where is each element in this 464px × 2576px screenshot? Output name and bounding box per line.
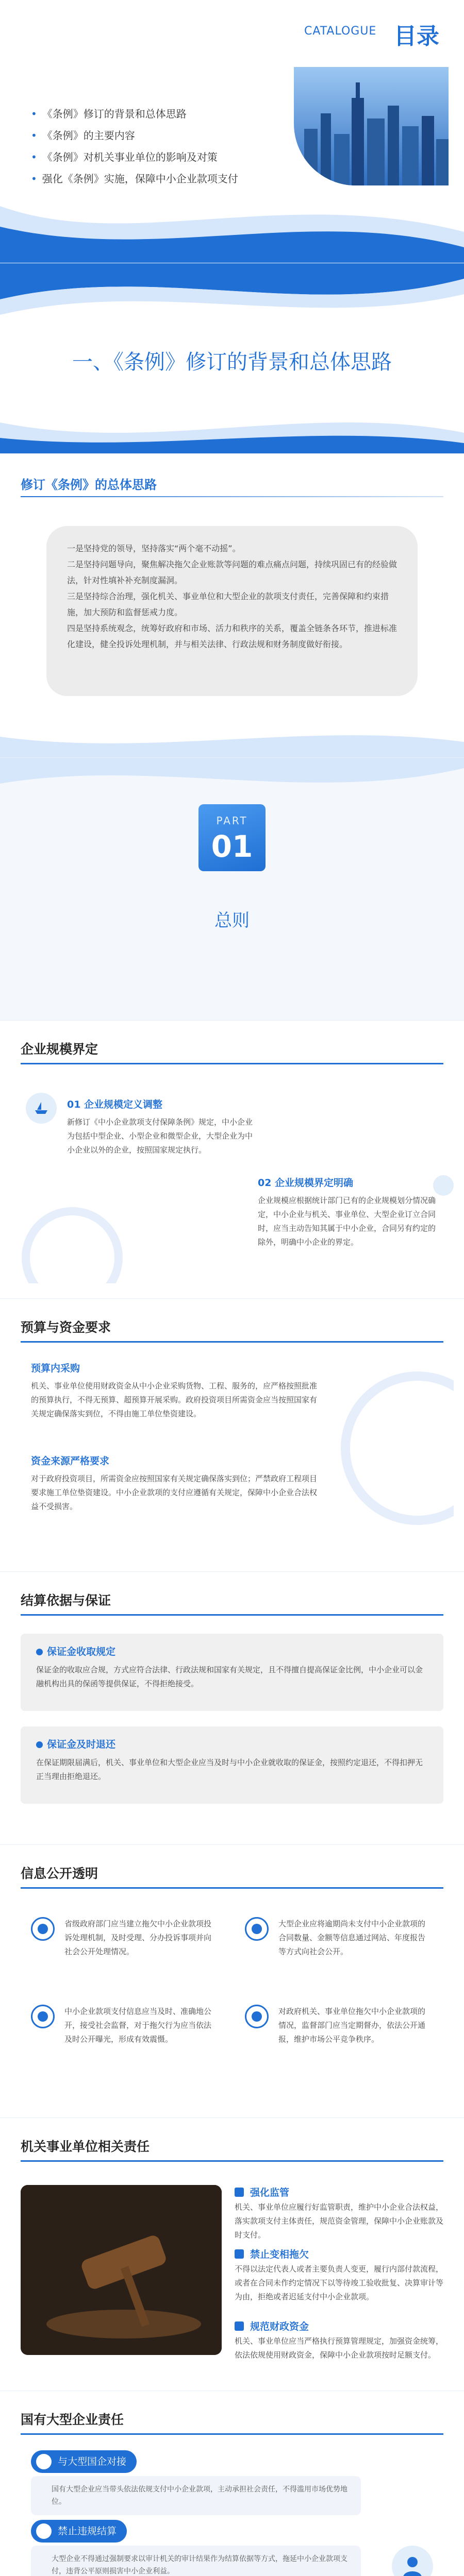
heading-rule — [21, 1063, 443, 1064]
section-title: 一、《条例》修订的背景和总体思路 — [72, 350, 392, 374]
publicity-slide — [0, 1844, 464, 2117]
slide-heading: 结算依据与保证 — [21, 1593, 111, 1608]
item-title: 预算内采购 — [31, 1363, 80, 1374]
item-text: 机关、事业单位使用财政资金从中小企业采购货物、工程、服务的，应严格按照批准的预算执行，不得无预算、超预算开展采购。政府投资项目所需资金应当按照国家有关规定确保落实到位，不得由施工单位垫资建设。 — [31, 1381, 318, 1418]
gavel-photo — [21, 2185, 222, 2355]
soe-slide — [0, 2391, 464, 2576]
catalogue-slide — [0, 0, 464, 263]
settlement-slide — [0, 1571, 464, 1844]
info-text: 大型企业应将逾期尚未支付中小企业款项的合同数量、金额等信息通过网站、年度报告等方式向社会公开。 — [278, 1919, 426, 1956]
item-text: 在保证期限届满后，机关、事业单位和大型企业应当及时与中小企业就收取的保证金，按照约定退还，不得扣押无正当理由拒绝退还。 — [36, 1758, 423, 1781]
item-text: 机关、事业单位应履行好监管职责，维护中小企业合法权益，落实款项支付主体责任，规范资金管理，保障中小企业账款及时支付。 — [235, 2202, 444, 2240]
info-text: 省级政府部门应当建立拖欠中小企业款项投诉处理机制，及时受理、分办投诉事项并向社会公开处理情况。 — [64, 1919, 212, 1956]
approach-line: 二是坚持问题导向，聚焦解决拖欠企业账款等问题的难点痛点问题，持续巩固已有的经验做法，针对性填补补充制度漏洞。 — [67, 560, 397, 585]
circle-decoration — [330, 1361, 454, 1536]
heading-rule — [21, 2160, 443, 2162]
part-number-card — [198, 804, 266, 871]
check-icon — [235, 2321, 244, 2331]
item-text: 新修订《中小企业款项支付保障条例》规定，中小企业为包括中型企业、小型企业和微型企业，大型企业为中小企业以外的企业，按照国家规定执行。 — [67, 1117, 253, 1155]
pin-icon — [36, 1741, 43, 1748]
settlement-card — [21, 1726, 443, 1804]
item-title: 禁止变相拖欠 — [250, 2249, 309, 2260]
item-title: 强化监管 — [250, 2187, 290, 2198]
budget-slide — [0, 1298, 464, 1571]
bullet-dot-icon — [245, 1917, 269, 1941]
approach-text-box — [46, 526, 418, 696]
catalogue-item[interactable]: • 强化《条例》实施，保障中小企业款项支付 — [31, 168, 238, 190]
part-label: PART — [216, 815, 248, 827]
blue-wave-decoration — [0, 758, 464, 804]
approach-line: 一是坚持党的领导，坚持落实“两个毫不动摇”。 — [67, 544, 241, 553]
blue-wave-decoration — [0, 721, 464, 757]
slide-heading: 修订《条例》的总体思路 — [21, 478, 157, 492]
part-slide — [0, 757, 464, 1020]
heading-rule — [21, 2433, 443, 2435]
ship-icon — [26, 1093, 57, 1124]
section-banner — [0, 263, 464, 453]
catalogue-title: 目录 — [394, 23, 439, 49]
item-text: 企业规模应根据统计部门已有的企业规模划分情况确定，中小企业与机关、事业单位、大型企业订立合同时，应当主动告知其属于中小企业，合同另有约定的除外，明确中小企业的界定。 — [258, 1196, 436, 1247]
heading-rule — [21, 1341, 443, 1343]
item-title-text: 保证金收取规定 — [47, 1646, 116, 1657]
blue-wave-decoration — [0, 402, 464, 453]
item-title: 资金来源严格要求 — [31, 1455, 110, 1467]
handshake-icon — [36, 2454, 52, 2469]
pin-icon — [36, 1649, 43, 1655]
catalogue-item[interactable]: • 《条例》的主要内容 — [31, 125, 238, 146]
chart-icon — [433, 1175, 454, 1196]
bullet-dot-icon — [31, 2005, 55, 2028]
item-chip — [31, 2520, 127, 2543]
person-icon — [392, 2546, 433, 2576]
ban-icon — [36, 2523, 52, 2539]
circle-decoration — [21, 1206, 237, 1283]
slide-heading: 国有大型企业责任 — [21, 2412, 124, 2427]
part-number: 01 — [211, 829, 253, 864]
catalogue-item[interactable]: • 《条例》修订的背景和总体思路 — [31, 103, 238, 125]
item-text: 国有大型企业应当带头依法依规支付中小企业款项，主动承担社会责任，不得滥用市场优势地位。 — [31, 2476, 361, 2515]
slide-heading: 信息公开透明 — [21, 1866, 98, 1881]
info-text: 中小企业款项支付信息应当及时、准确地公开，接受社会监督，对于拖欠行为应当依法及时公开曝光，形成有效震慑。 — [64, 2007, 212, 2044]
catalogue-label: CATALOGUE — [304, 25, 377, 38]
slide-heading: 预算与资金要求 — [21, 1320, 111, 1335]
bullet-dot-icon — [31, 1917, 55, 1941]
item-title-text: 保证金及时退还 — [47, 1739, 116, 1750]
heading-rule — [21, 496, 443, 497]
item-title — [36, 1737, 428, 1751]
chip-label: 与大型国企对接 — [58, 2456, 127, 2467]
item-title: 02 企业规模界定明确 — [258, 1177, 354, 1189]
item-text: 保证金的收取应合规，方式应符合法律、行政法规和国家有关规定，且不得擅自提高保证金比例，中小企业可以金融机构出具的保函等提供保证，不得拒绝接受。 — [36, 1665, 423, 1688]
heading-rule — [21, 1614, 443, 1616]
chip-label: 禁止违规结算 — [58, 2526, 117, 2537]
settlement-card — [21, 1634, 443, 1711]
blue-wave-decoration — [0, 263, 464, 320]
slide-heading: 机关事业单位相关责任 — [21, 2139, 150, 2154]
item-text: 机关、事业单位应当严格执行预算管理规定，加强资金统筹，依法依规使用财政资金，保障中小企业款项按时足额支付。 — [235, 2336, 444, 2360]
city-skyline-image — [294, 67, 449, 185]
catalogue-item[interactable]: • 《条例》对机关事业单位的影响及对策 — [31, 146, 238, 168]
scale-slide — [0, 1020, 464, 1298]
heading-rule — [21, 1887, 443, 1889]
slide-heading: 企业规模界定 — [21, 1042, 98, 1057]
check-icon — [235, 2249, 244, 2259]
check-icon — [235, 2188, 244, 2197]
bullet-dot-icon — [245, 2005, 269, 2028]
item-title: 规范财政资金 — [250, 2321, 309, 2332]
item-title — [36, 1644, 428, 1658]
item-text: 不得以法定代表人或者主要负责人变更，履行内部付款流程，或者在合同未作约定情况下以等待竣工验收批复、决算审计等为由，拒绝或者迟延支付中小企业款项。 — [235, 2264, 444, 2301]
item-text: 对于政府投资项目，所需资金应按照国家有关规定确保落实到位；严禁政府工程项目要求施工单位垫资建设。中小企业款项的支付应遵循有关规定，保障中小企业合法权益不受损害。 — [31, 1474, 318, 1511]
approach-line: 三是坚持综合治理，强化机关、事业单位和大型企业的款项支付责任，完善保障和约束措施，加大预防和监督惩戒力度。 — [67, 591, 389, 617]
info-text: 对政府机关、事业单位拖欠中小企业款项的情况，监督部门应当定期督办，依法公开通报，维护市场公平竞争秩序。 — [278, 2007, 426, 2044]
approach-line: 四是坚持系统观念，统筹好政府和市场、活力和秩序的关系，覆盖全链条各环节，推进标准化建设，健全投诉处理机制，并与相关法律、行政法规和财务制度做好衔接。 — [67, 623, 397, 649]
blue-wave-decoration — [0, 175, 464, 263]
item-text: 大型企业不得通过强制要求以审计机关的审计结果作为结算依据等方式，拖延中小企业款项支付，违背公平原则损害中小企业利益。 — [31, 2546, 361, 2576]
part-title: 总则 — [214, 910, 250, 931]
item-title: 01 企业规模定义调整 — [67, 1099, 163, 1110]
background-slide — [0, 453, 464, 757]
agency-slide — [0, 2117, 464, 2391]
item-chip — [31, 2450, 137, 2473]
